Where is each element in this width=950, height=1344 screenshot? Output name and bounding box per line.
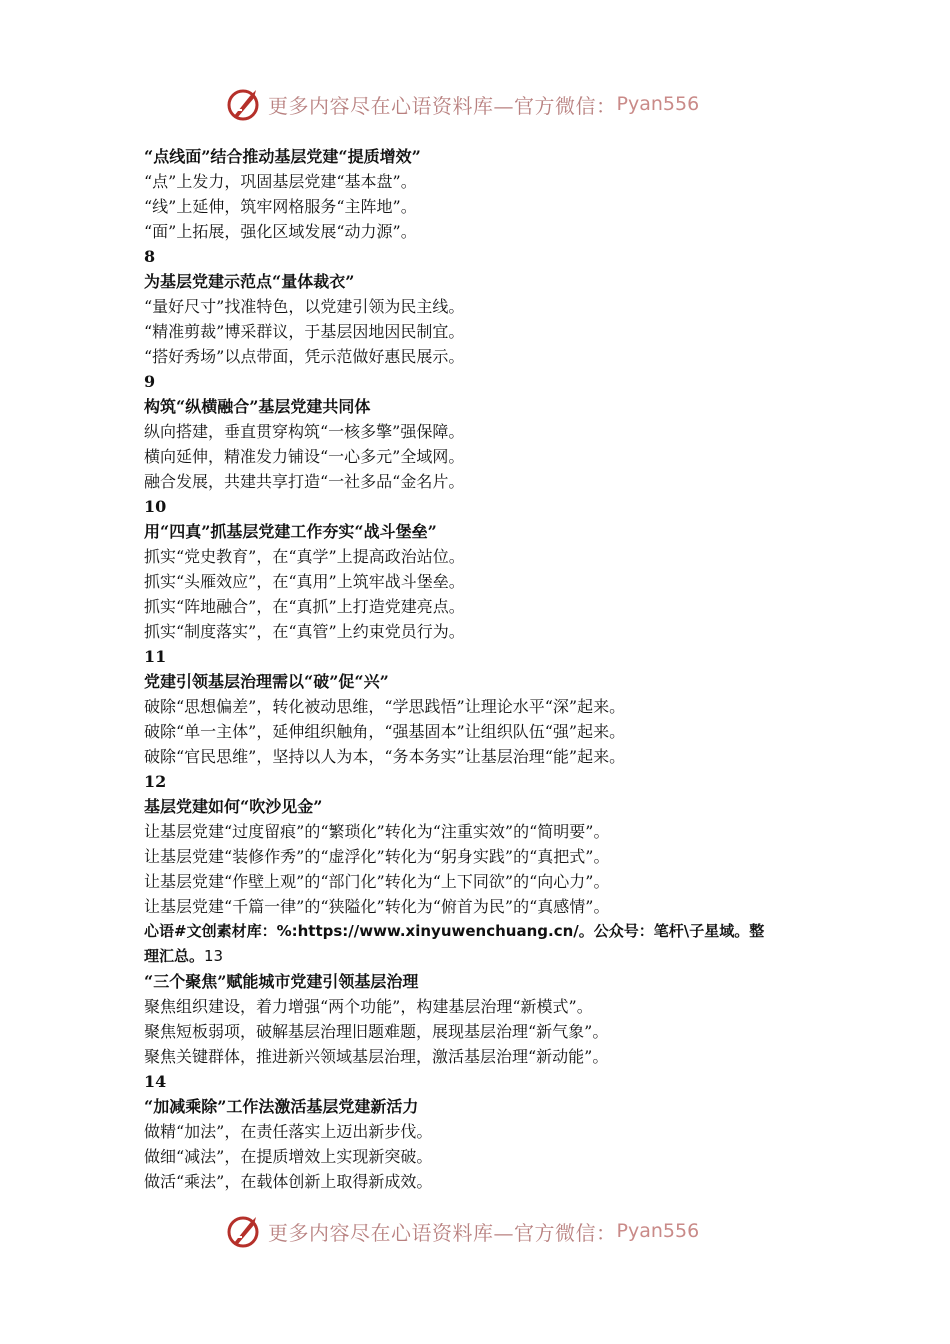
line-text: 党建引领基层治理需以“破”促“兴” — [144, 672, 389, 691]
line-text: 融合发展，共建共享打造“一社多品“金名片。 — [144, 472, 465, 491]
line-text: 抓实“头雁效应”，在“真用”上筑牢战斗堡垒。 — [144, 572, 465, 591]
line-text: 心语#文创素材库：%:https://www.xinyuwenchuang.cn/。公众号：笔杆\子星域。整 — [144, 922, 765, 940]
text-line — [144, 1169, 824, 1194]
text-line — [144, 1119, 824, 1144]
text-line — [144, 694, 824, 719]
banner-wechat-id: Pyan556 — [616, 1220, 700, 1242]
line-text: “搭好秀场”以点带面，凭示范做好惠民展示。 — [144, 347, 465, 366]
line-text: 做细“减法”，在提质增效上实现新突破。 — [144, 1147, 433, 1166]
text-line — [144, 919, 824, 944]
heading-line — [144, 1094, 824, 1119]
line-text: 用“四真”抓基层党建工作夯实“战斗堡垒” — [144, 522, 437, 541]
heading-line — [144, 144, 824, 169]
line-text: 破除“思想偏差”，转化被动思维，“学思践悟”让理论水平“深”起来。 — [144, 697, 626, 716]
line-text: 聚焦关键群体，推进新兴领域基层治理，激活基层治理“新动能”。 — [144, 1047, 609, 1066]
line-text: 9 — [144, 372, 156, 391]
text-line — [144, 319, 824, 344]
line-text: 抓实“制度落实”，在“真管”上约束党员行为。 — [144, 622, 465, 641]
text-line — [144, 1144, 824, 1169]
line-text: 基层党建如何“吹沙见金” — [144, 797, 323, 816]
header-banner — [226, 84, 699, 124]
text-line — [144, 594, 824, 619]
line-text: 让基层党建“千篇一律”的“狭隘化”转化为“俯首为民”的“真感情”。 — [144, 897, 610, 916]
line-text: 让基层党建“作壁上观”的“部门化”转化为“上下同欲”的“向心力”。 — [144, 872, 610, 891]
text-line — [144, 569, 824, 594]
text-line — [144, 469, 824, 494]
heading-line — [144, 244, 824, 269]
text-line — [144, 444, 824, 469]
document-body — [144, 144, 824, 1194]
line-text: 理汇总。 — [144, 947, 205, 965]
text-line — [144, 344, 824, 369]
line-text: “加减乘除”工作法激活基层党建新活力 — [144, 1097, 419, 1116]
footer-banner — [226, 1211, 699, 1251]
text-line — [144, 869, 824, 894]
text-line — [144, 619, 824, 644]
heading-line — [144, 394, 824, 419]
line-text: 构筑“纵横融合”基层党建共同体 — [144, 397, 371, 416]
line-text: 12 — [144, 772, 167, 791]
line-text: “面”上拓展，强化区域发展“动力源”。 — [144, 222, 417, 241]
line-text: “线”上延伸，筑牢网格服务“主阵地”。 — [144, 197, 417, 216]
line-text: 为基层党建示范点“量体裁衣” — [144, 272, 355, 291]
text-line — [144, 294, 824, 319]
line-text: 破除“单一主体”，延伸组织触角，“强基固本”让组织队伍“强”起来。 — [144, 722, 626, 741]
line-text: “精准剪裁”博采群议，于基层因地因民制宜。 — [144, 322, 465, 341]
heading-line — [144, 794, 824, 819]
line-tail: 13 — [204, 947, 224, 965]
text-line — [144, 844, 824, 869]
text-line — [144, 744, 824, 769]
pen-logo-icon — [226, 1213, 262, 1249]
line-text: 聚焦组织建设，着力增强“两个功能”，构建基层治理“新模式”。 — [144, 997, 593, 1016]
line-text: 抓实“阵地融合”，在“真抓”上打造党建亮点。 — [144, 597, 465, 616]
text-line — [144, 894, 824, 919]
text-line — [144, 1019, 824, 1044]
heading-line — [144, 519, 824, 544]
line-text: 横向延伸，精准发力铺设“一心多元”全域网。 — [144, 447, 465, 466]
line-text: “点”上发力，巩固基层党建“基本盘”。 — [144, 172, 417, 191]
line-text: 做活“乘法”，在载体创新上取得新成效。 — [144, 1172, 433, 1191]
banner-slogan: 更多内容尽在心语资料库—官方微信： — [268, 1220, 617, 1245]
banner-wechat-id: Pyan556 — [616, 93, 700, 115]
heading-line — [144, 369, 824, 394]
line-text: “三个聚焦”赋能城市党建引领基层治理 — [144, 972, 419, 991]
text-line — [144, 419, 824, 444]
line-text: “量好尺寸”找准特色，以党建引领为民主线。 — [144, 297, 465, 316]
heading-line — [144, 269, 824, 294]
line-text: 10 — [144, 497, 167, 516]
line-text: 纵向搭建，垂直贯穿构筑“一核多擎”强保障。 — [144, 422, 465, 441]
text-line — [144, 1044, 824, 1069]
line-text: 破除“官民思维”，坚持以人为本，“务本务实”让基层治理“能”起来。 — [144, 747, 626, 766]
heading-line — [144, 669, 824, 694]
text-line — [144, 819, 824, 844]
heading-line — [144, 969, 824, 994]
text-line — [144, 169, 824, 194]
text-line — [144, 544, 824, 569]
heading-line — [144, 1069, 824, 1094]
text-line — [144, 944, 824, 969]
line-text: 11 — [144, 647, 167, 666]
text-line — [144, 219, 824, 244]
line-text: 14 — [144, 1072, 167, 1091]
line-text: “点线面”结合推动基层党建“提质增效” — [144, 147, 421, 166]
line-text: 做精“加法”，在责任落实上迈出新步伐。 — [144, 1122, 433, 1141]
line-text: 8 — [144, 247, 156, 266]
text-line — [144, 719, 824, 744]
line-text: 让基层党建“过度留痕”的“繁琐化”转化为“注重实效”的“简明要”。 — [144, 822, 610, 841]
line-text: 抓实“党史教育”，在“真学”上提高政治站位。 — [144, 547, 465, 566]
pen-logo-icon — [226, 86, 262, 122]
heading-line — [144, 769, 824, 794]
line-text: 让基层党建“装修作秀”的“虚浮化”转化为“躬身实践”的“真把式”。 — [144, 847, 610, 866]
text-line — [144, 994, 824, 1019]
heading-line — [144, 494, 824, 519]
text-line — [144, 194, 824, 219]
heading-line — [144, 644, 824, 669]
line-text: 聚焦短板弱项，破解基层治理旧题难题，展现基层治理“新气象”。 — [144, 1022, 609, 1041]
banner-slogan: 更多内容尽在心语资料库—官方微信： — [268, 93, 617, 118]
